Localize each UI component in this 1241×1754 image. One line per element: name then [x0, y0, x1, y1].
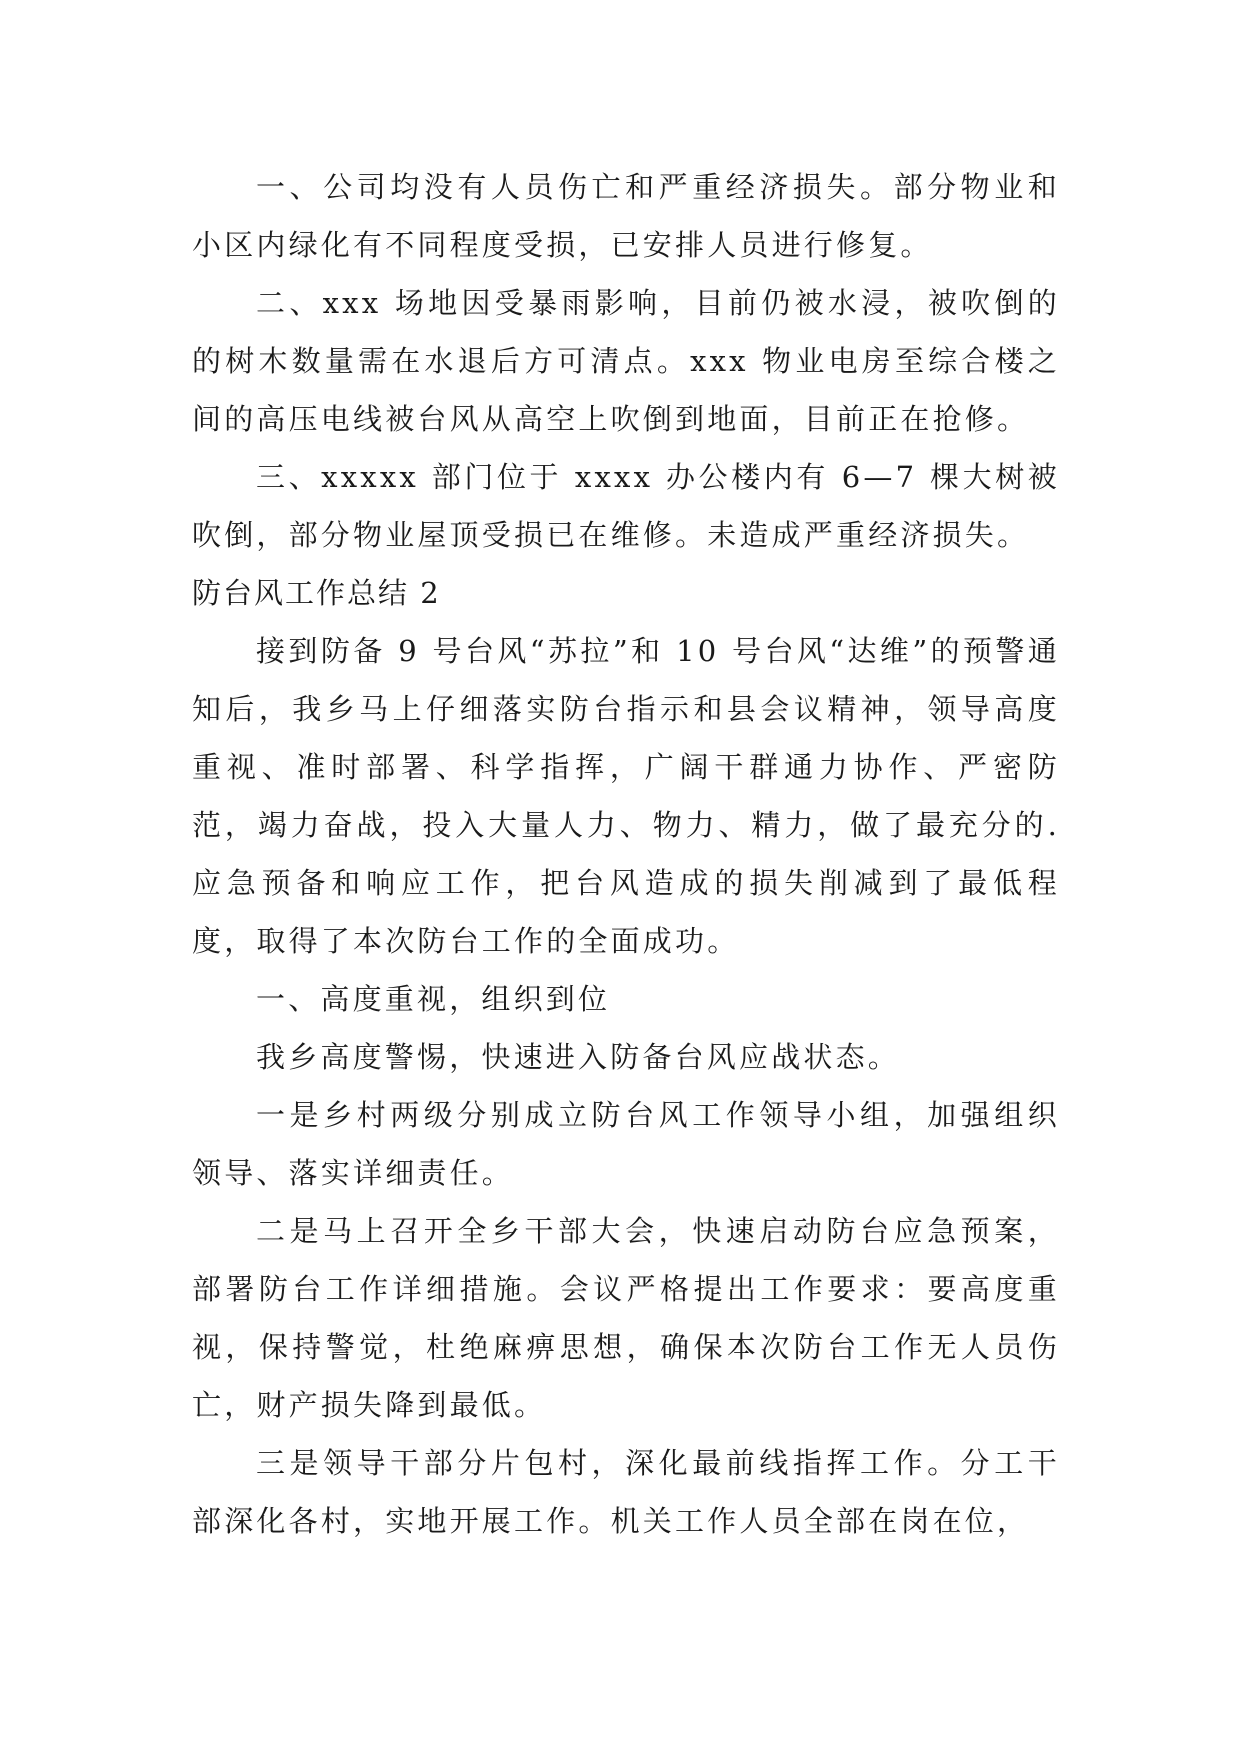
subheading-1: 一、高度重视，组织到位: [256, 982, 611, 1016]
paragraph-3: 三、xxxxx 部门位于 xxxx 办公楼内有 6—7 棵大树被吹倒，部分物业屋顶受损已在维修。未造成严重经济损失。: [192, 460, 1060, 552]
paragraph-2: 二、xxx 场地因受暴雨影响，目前仍被水浸，被吹倒的的树木数量需在水退后方可清点。xxx 物业电房至综合楼之间的高压电线被台风从高空上吹倒到地面，目前正在抢修。: [192, 286, 1060, 436]
document-body: [192, 158, 1060, 1550]
paragraph-5: 我乡高度警惕，快速进入防备台风应战状态。: [256, 1040, 901, 1074]
paragraph-1: 一、公司均没有人员伤亡和严重经济损失。部分物业和小区内绿化有不同程度受损，已安排人员进行修复。: [192, 170, 1060, 262]
paragraph-6: 一是乡村两级分别成立防台风工作领导小组，加强组织领导、落实详细责任。: [192, 1098, 1060, 1190]
section-heading: 防台风工作总结 2: [192, 576, 441, 610]
paragraph-7: 二是马上召开全乡干部大会，快速启动防台应急预案，部署防台工作详细措施。会议严格提出工作要求：要高度重视，保持警觉，杜绝麻痹思想，确保本次防台工作无人员伤亡，财产损失降到最低。: [192, 1214, 1060, 1422]
paragraph-8: 三是领导干部分片包村，深化最前线指挥工作。分工干部深化各村，实地开展工作。机关工作人员全部在岗在位，: [192, 1446, 1060, 1538]
paragraph-4: 接到防备 9 号台风“苏拉”和 10 号台风“达维”的预警通知后，我乡马上仔细落实防台指示和县会议精神，领导高度重视、准时部署、科学指挥，广阔干群通力协作、严密防范，竭力奋战，投入大量人力、物力、精力，做了最充分的.应急预备和响应工作，把台风造成的损失削减到了最低程度，取得了本次防台工作的全面成功。: [192, 634, 1060, 958]
